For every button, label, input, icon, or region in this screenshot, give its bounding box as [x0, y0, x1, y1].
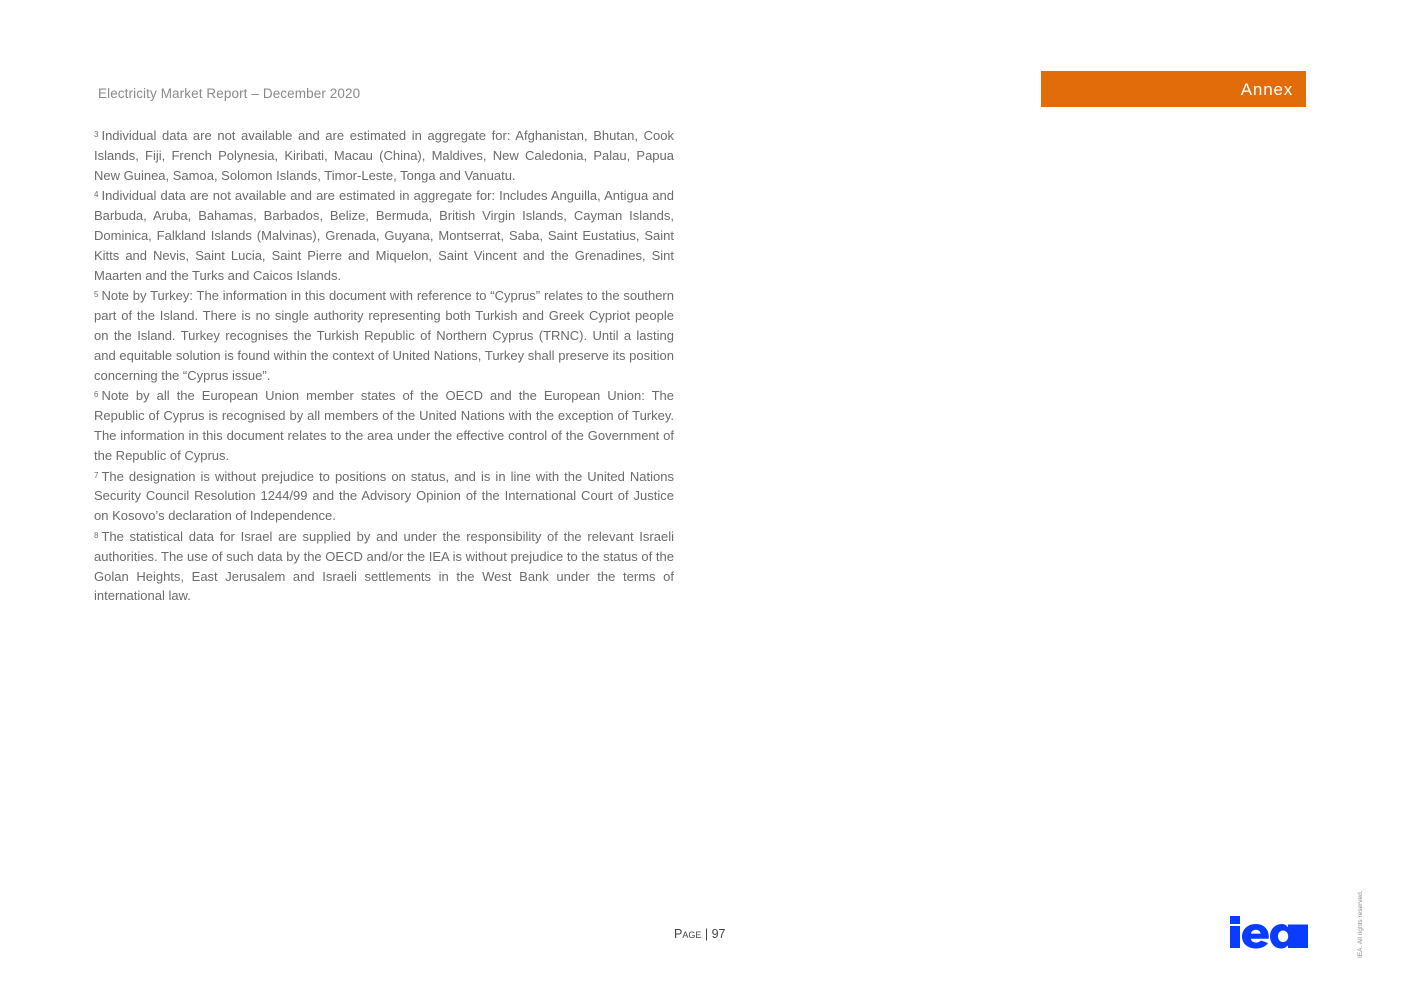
logo-i-dot [1230, 916, 1240, 924]
page-number-value: 97 [711, 927, 726, 941]
footnote-text: Individual data are not available and are estimated in aggregate for: Includes Anguilla, Antigua and Barbuda, Aruba, Bahamas, Barbados, Belize, Bermuda, British Virgin Islands, Cayman Islands, Dominica, Falkland Islands (Malvinas), Grenada, Guyana, Montserrat, Saba, Saint Eustatius, Saint Kitts and Nevis, Saint Lucia, Saint Pierre and Miquelon, Saint Vincent and the Grenadines, Sint Maarten and the Turks and Caicos Islands. [94, 188, 674, 283]
footnote-text: Individual data are not available and are estimated in aggregate for: Afghanistan, Bhutan, Cook Islands, Fiji, French Polynesia, Kiribati, Macau (China), Maldives, New Caledonia, Palau, Papua New Guinea, Samoa, Solomon Islands, Timor-Leste, Tonga and Vanuatu. [94, 128, 674, 183]
footnote [94, 386, 674, 465]
footnote [94, 126, 674, 185]
footnote-text: The designation is without prejudice to positions on status, and is in line with the United Nations Security Council Resolution 1244/99 and the Advisory Opinion of the International Court of Justice on Kosovo’s declaration of Independence. [94, 468, 674, 524]
footnote-number: 5 [94, 290, 99, 300]
logo-e [1242, 924, 1269, 949]
footnote [94, 527, 674, 606]
footnote-number: 4 [94, 190, 99, 200]
iea-logo [1230, 915, 1308, 949]
logo-i-stem [1230, 926, 1240, 948]
footnote-text: The statistical data for Israel are supplied by and under the responsibility of the relevant Israeli authorities. The use of such data by the OECD and/or the IEA is without prejudice to the status of the Golan Heights, East Jerusalem and Israeli settlements in the West Bank under the terms of international law. [94, 528, 674, 604]
footnote-number: 3 [94, 130, 99, 139]
footnote-text: Note by all the European Union member states of the OECD and the European Union: The Republic of Cyprus is recognised by all members of the United Nations with the exception of Turkey. The information in this document relates to the area under the effective control of the Government of the Republic of Cyprus. [94, 388, 674, 463]
footnotes-list [94, 126, 674, 607]
footnote [94, 186, 674, 285]
footnote [94, 286, 674, 385]
page-separator: | [704, 927, 709, 941]
section-tab-annex [1041, 71, 1306, 107]
logo-a-tail [1296, 925, 1308, 949]
footnote-number: 7 [94, 470, 99, 480]
report-title: Electricity Market Report – December 2020 [98, 86, 361, 101]
rights-notice: IEA. All rights reserved. [1357, 890, 1364, 958]
page-label: Page [674, 927, 702, 941]
section-tab-label: Annex [1240, 80, 1293, 99]
footnote-text: Note by Turkey: The information in this document with reference to “Cyprus” relates to the southern part of the Island. There is no single authority representing both Turkish and Greek Cypriot people on the Island. Turkey recognises the Turkish Republic of Northern Cyprus (TRNC). Until a lasting and equitable solution is found within the context of United Nations, Turkey shall preserve its position concerning the “Cyprus issue”. [94, 288, 674, 383]
logo-text: iea [1269, 945, 1271, 946]
page-number [674, 927, 725, 941]
footnote-number: 8 [94, 530, 99, 540]
logo-a [1270, 924, 1296, 949]
footnote [94, 467, 674, 526]
footnote-number: 6 [94, 390, 99, 400]
